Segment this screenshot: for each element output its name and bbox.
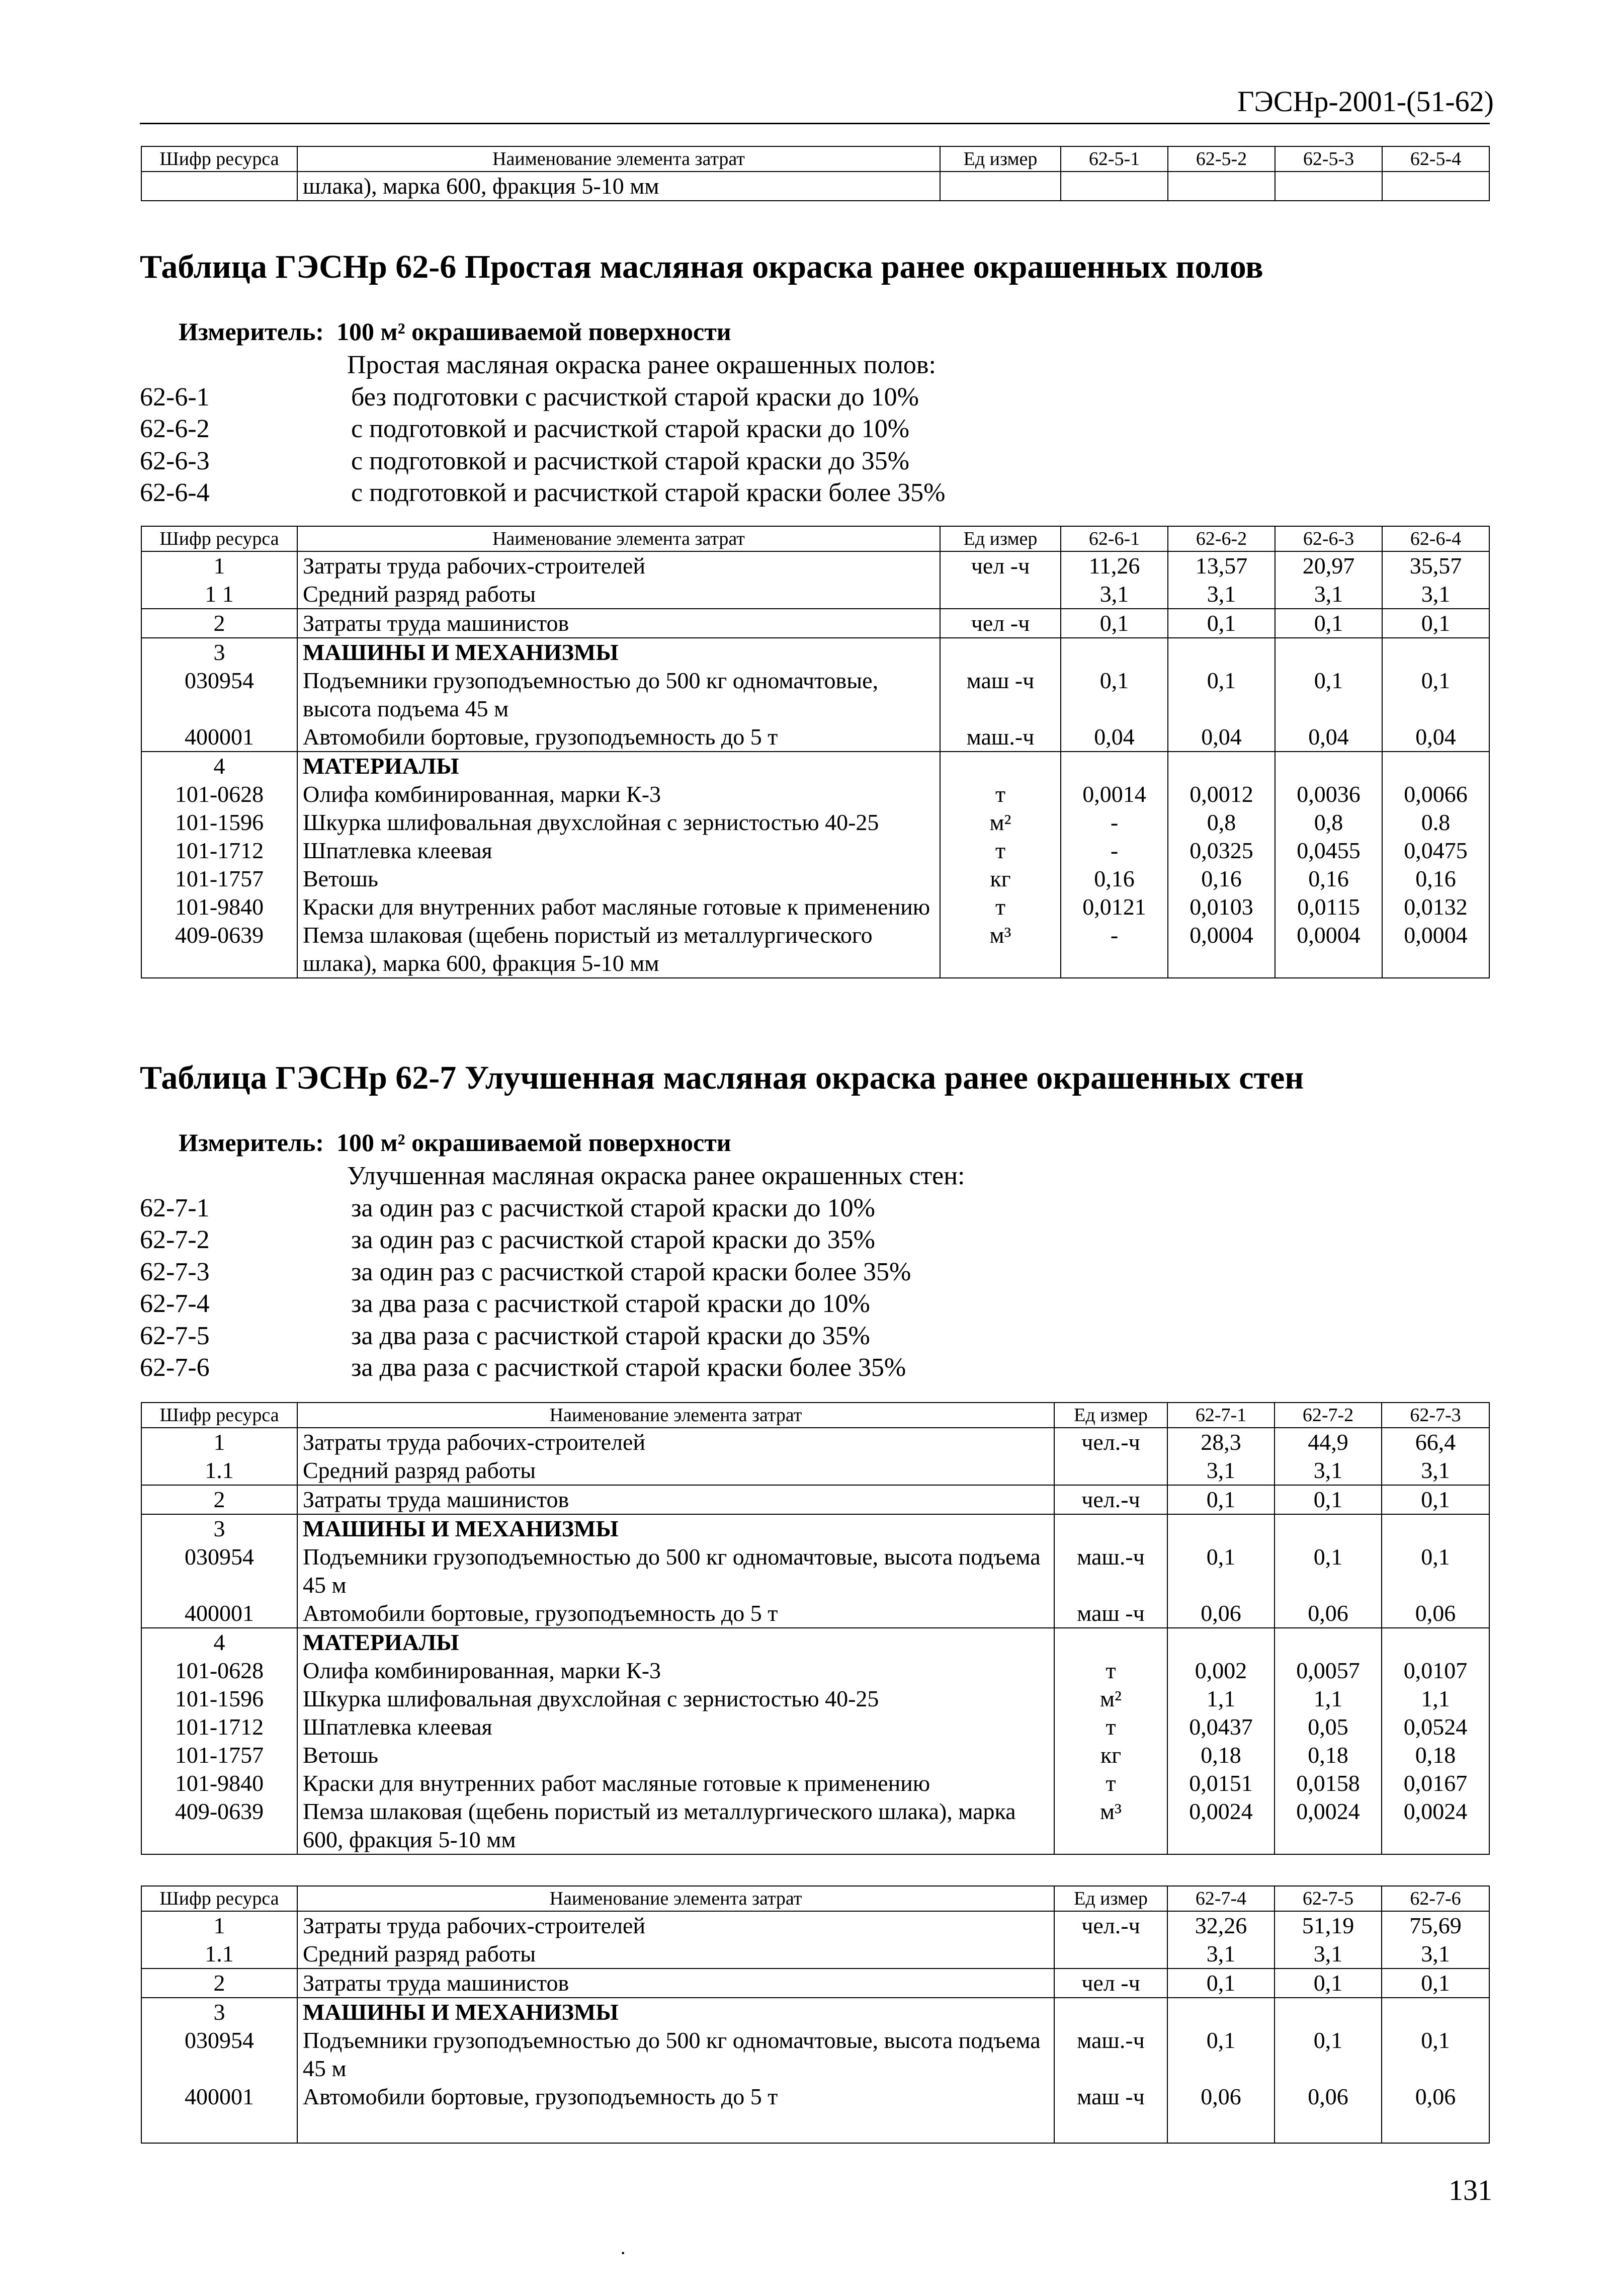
section-row: 3 МАШИНЫ И МЕХАНИЗМЫ — [141, 1998, 1489, 2026]
table-row: 030954 Подъемники грузоподъемностью до 500 кг одномачтовые, высота подъема 45 м маш.-ч 0,1 0,1 0,1 — [141, 2026, 1489, 2083]
measure-label: Измеритель: — [179, 1128, 324, 1157]
list-intro: Улучшенная масляная окраска ранее окрашенных стен: — [347, 1162, 965, 1190]
table-row: 101-0628 Олифа комбинированная, марки К-3 т 0,0014 0,0012 0,0036 0,0066 — [141, 780, 1489, 808]
table-62-6 — [141, 526, 1490, 978]
table-row: 1 Затраты труда рабочих-строителей чел.-ч 32,26 51,19 75,69 — [141, 1911, 1489, 1940]
col-header-norm: 62-7-2 — [1275, 1403, 1382, 1428]
table-row: 2 Затраты труда машинистов чел.-ч 0,1 0,1 0,1 — [141, 1485, 1489, 1514]
table-row — [141, 172, 1489, 201]
table-row: 409-0639 Пемза шлаковая (щебень пористый из металлургического шлака), марка 600, фракция 5-10 мм м³ - 0,0004 0,0004 0,0004 — [141, 921, 1489, 978]
col-header-norm: 62-5-4 — [1382, 146, 1489, 172]
col-header-name: Наименование элемента затрат — [297, 526, 940, 551]
col-header-norm: 62-7-5 — [1275, 1886, 1382, 1911]
table-row: 101-1712 Шпатлевка клеевая т 0,0437 0,05 0,0524 — [141, 1713, 1489, 1741]
table-header-row — [141, 1403, 1489, 1428]
measure-value: 100 м² окрашиваемой поверхности — [336, 1128, 731, 1157]
table-row: 101-1596 Шкурка шлифовальная двухслойная с зернистостью 40-25 м² 1,1 1,1 1,1 — [141, 1685, 1489, 1713]
table-header-row — [141, 1886, 1489, 1911]
resource-name: шлака), марка 600, фракция 5-10 мм — [297, 172, 940, 201]
table-row: 409-0639 Пемза шлаковая (щебень пористый из металлургического шлака), марка 600, фракция 5-10 мм м³ 0,0024 0,0024 0,0024 — [141, 1797, 1489, 1854]
col-header-norm: 62-6-1 — [1061, 526, 1168, 551]
measure-label: Измеритель: — [179, 317, 324, 346]
table-header-row — [141, 146, 1489, 172]
section-row: 4 МАТЕРИАЛЫ — [141, 1628, 1489, 1657]
col-header-name: Наименование элемента затрат — [297, 146, 940, 172]
col-header-norm: 62-5-2 — [1168, 146, 1275, 172]
table-title-62-6: Таблица ГЭСНр 62-6 Простая масляная окраска ранее окрашенных полов — [140, 249, 1263, 285]
list-item: 62-6-4 с подготовкой и расчисткой старой краски более 35% — [140, 478, 946, 507]
table-62-7-a — [141, 1402, 1490, 1855]
measure-62-7 — [179, 1128, 731, 1157]
table-62-5-continuation — [141, 146, 1490, 201]
section-row: 3 МАШИНЫ И МЕХАНИЗМЫ — [141, 638, 1489, 667]
table-row: 1.1 Средний разряд работы 3,1 3,1 3,1 — [141, 1456, 1489, 1485]
list-item: 62-7-4 за два раза с расчисткой старой краски до 10% — [140, 1289, 870, 1318]
table-row: 101-9840 Краски для внутренних работ масляные готовые к применению т 0,0121 0,0103 0,0115 0,0132 — [141, 893, 1489, 921]
list-item: 62-6-3 с подготовкой и расчисткой старой краски до 35% — [140, 446, 910, 475]
table-row: 101-1712 Шпатлевка клеевая т - 0,0325 0,0455 0,0475 — [141, 837, 1489, 865]
list-intro: Простая масляная окраска ранее окрашенных полов: — [347, 351, 936, 379]
scan-mark: · — [620, 2242, 627, 2264]
list-item: 62-7-1 за один раз с расчисткой старой краски до 10% — [140, 1193, 875, 1222]
work-list-62-6 — [140, 349, 946, 509]
col-header-norm: 62-7-4 — [1167, 1886, 1275, 1911]
table-row: 030954 Подъемники грузоподъемностью до 500 кг одномачтовые, высота подъема 45 м маш.-ч 0,1 0,1 0,1 — [141, 1543, 1489, 1599]
list-item: 62-7-3 за один раз с расчисткой старой краски более 35% — [140, 1257, 911, 1286]
table-row: 101-1757 Ветошь кг 0,18 0,18 0,18 — [141, 1741, 1489, 1769]
page-number: 131 — [1449, 2174, 1492, 2206]
measure-62-6 — [179, 317, 731, 346]
header-rule — [140, 123, 1490, 124]
col-header-norm: 62-6-4 — [1382, 526, 1489, 551]
col-header-code: Шифр ресурса — [141, 146, 297, 172]
col-header-unit: Ед измер — [940, 526, 1061, 551]
table-row: 1 Затраты труда рабочих-строителей чел.-ч 28,3 44,9 66,4 — [141, 1428, 1489, 1456]
col-header-code: Шифр ресурса — [141, 1886, 297, 1911]
measure-value: 100 м² окрашиваемой поверхности — [336, 317, 731, 346]
table-row: 1.1 Средний разряд работы 3,1 3,1 3,1 — [141, 1940, 1489, 1969]
table-row: 101-0628 Олифа комбинированная, марки К-3 т 0,002 0,0057 0,0107 — [141, 1657, 1489, 1685]
col-header-unit: Ед измер — [940, 146, 1061, 172]
col-header-unit: Ед измер — [1054, 1886, 1167, 1911]
list-item: 62-7-5 за два раза с расчисткой старой краски до 35% — [140, 1321, 870, 1350]
list-item: 62-7-2 за один раз с расчисткой старой краски до 35% — [140, 1225, 875, 1254]
table-title-62-7: Таблица ГЭСНр 62-7 Улучшенная масляная окраска ранее окрашенных стен — [140, 1059, 1304, 1096]
col-header-norm: 62-6-2 — [1168, 526, 1275, 551]
col-header-name: Наименование элемента затрат — [297, 1886, 1054, 1911]
col-header-norm: 62-7-6 — [1382, 1886, 1489, 1911]
table-row: 400001 Автомобили бортовые, грузоподъемность до 5 т маш -ч 0,06 0,06 0,06 — [141, 2083, 1489, 2143]
col-header-unit: Ед измер — [1054, 1403, 1167, 1428]
table-row: 2 Затраты труда машинистов чел -ч 0,1 0,1 0,1 0,1 — [141, 609, 1489, 638]
table-row: 400001 Автомобили бортовые, грузоподъемность до 5 т маш -ч 0,06 0,06 0,06 — [141, 1599, 1489, 1628]
col-header-norm: 62-7-3 — [1382, 1403, 1489, 1428]
col-header-name: Наименование элемента затрат — [297, 1403, 1054, 1428]
col-header-norm: 62-7-1 — [1167, 1403, 1275, 1428]
table-row: 101-1757 Ветошь кг 0,16 0,16 0,16 0,16 — [141, 865, 1489, 893]
running-header: ГЭСНр-2001-(51-62) — [1237, 85, 1494, 118]
col-header-norm: 62-6-3 — [1275, 526, 1382, 551]
table-row: 400001 Автомобили бортовые, грузоподъемность до 5 т маш.-ч 0,04 0,04 0,04 0,04 — [141, 723, 1489, 752]
section-row: 4 МАТЕРИАЛЫ — [141, 752, 1489, 780]
table-row: 1 Затраты труда рабочих-строителей чел -ч 11,26 13,57 20,97 35,57 — [141, 551, 1489, 580]
list-item: 62-7-6 за два раза с расчисткой старой краски более 35% — [140, 1353, 906, 1382]
list-item: 62-6-1 без подготовки с расчисткой старой краски до 10% — [140, 382, 919, 412]
col-header-norm: 62-5-3 — [1275, 146, 1382, 172]
list-item: 62-6-2 с подготовкой и расчисткой старой краски до 10% — [140, 415, 910, 443]
col-header-code: Шифр ресурса — [141, 526, 297, 551]
table-row: 1 1 Средний разряд работы 3,1 3,1 3,1 3,1 — [141, 580, 1489, 609]
work-list-62-7 — [140, 1160, 965, 1384]
table-row: 101-9840 Краски для внутренних работ масляные готовые к применению т 0,0151 0,0158 0,0167 — [141, 1769, 1489, 1797]
col-header-norm: 62-5-1 — [1061, 146, 1168, 172]
col-header-code: Шифр ресурса — [141, 1403, 297, 1428]
section-row: 3 МАШИНЫ И МЕХАНИЗМЫ — [141, 1514, 1489, 1543]
table-62-7-b — [141, 1885, 1490, 2144]
table-row: 030954 Подъемники грузоподъемностью до 500 кг одномачтовые, высота подъема 45 м маш -ч 0,1 0,1 0,1 0,1 — [141, 667, 1489, 723]
table-row: 101-1596 Шкурка шлифовальная двухслойная с зернистостью 40-25 м² - 0,8 0,8 0.8 — [141, 808, 1489, 837]
table-header-row — [141, 526, 1489, 551]
table-row: 2 Затраты труда машинистов чел -ч 0,1 0,1 0,1 — [141, 1969, 1489, 1998]
